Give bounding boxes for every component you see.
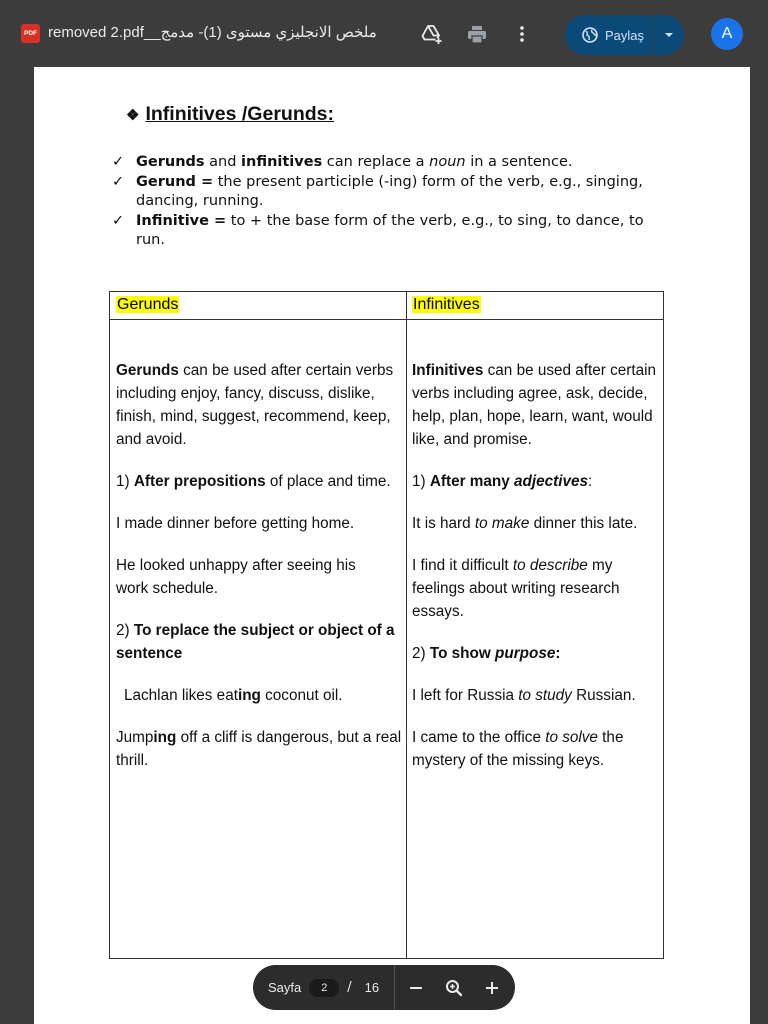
text-run: ing — [237, 687, 261, 704]
zoom-icon — [445, 979, 463, 997]
gerunds-example-1 — [116, 512, 404, 535]
header-gerunds-text: Gerunds — [117, 296, 179, 313]
zoom-in-button[interactable] — [477, 973, 507, 1003]
comparison-table — [109, 291, 664, 959]
pdf-file-icon: PDF — [21, 24, 40, 43]
text-run: Lachlan likes eat — [124, 687, 238, 704]
text-run: coconut oil. — [260, 687, 343, 704]
globe-icon — [582, 27, 598, 43]
checkmark-icon: ✓ — [112, 154, 125, 170]
page-navigator — [253, 965, 515, 1010]
caret-down-icon — [664, 32, 674, 38]
text-run: the mystery of the missing keys. — [412, 729, 624, 769]
text-run: noun — [429, 154, 466, 170]
bullet-text — [136, 212, 672, 251]
bullet-text — [136, 173, 672, 212]
text-run: It is hard — [412, 515, 475, 532]
infinitives-example-1 — [412, 512, 662, 535]
bullet-item — [112, 212, 672, 251]
bullet-item — [112, 153, 672, 173]
text-run: dinner this late. — [529, 515, 638, 532]
text-run: infinitives — [241, 154, 323, 170]
text-run: to describe — [512, 557, 588, 574]
gerunds-rule-1 — [116, 470, 404, 493]
bullet-list — [112, 153, 672, 251]
top-toolbar — [0, 0, 768, 67]
gerunds-example-2 — [116, 554, 386, 600]
add-to-drive-icon[interactable] — [418, 20, 446, 48]
page-heading — [126, 103, 334, 126]
text-run: Jump — [116, 729, 154, 746]
text-run: Gerund = — [136, 173, 214, 190]
page-separator: / — [347, 980, 352, 995]
infinitives-intro — [412, 359, 660, 451]
text-run: 2) — [412, 645, 430, 662]
text-run: Gerunds — [136, 154, 205, 170]
text-run: He looked unhappy after seeing his work schedule. — [116, 557, 356, 597]
zoom-out-button[interactable] — [401, 973, 431, 1003]
text-run: To replace the subject or object of a sentence — [116, 622, 395, 662]
share-dropdown[interactable] — [654, 15, 684, 55]
gerunds-example-3 — [124, 684, 404, 707]
page-number-input[interactable]: 2 — [309, 979, 339, 997]
header-gerunds — [116, 296, 179, 314]
infinitives-rule-2 — [412, 642, 660, 665]
text-run: the present participle (-ing) form of the verb, e.g., singing, dancing, running. — [136, 173, 643, 210]
text-run: Russian. — [571, 687, 636, 704]
zoom-reset-button[interactable] — [439, 973, 469, 1003]
text-run: of place and time. — [265, 473, 391, 490]
text-run: : — [555, 645, 561, 662]
page-label: Sayfa — [268, 980, 302, 995]
text-run: To show — [429, 645, 496, 662]
share-button[interactable] — [565, 15, 684, 55]
file-name: ملخص الانجليزي مستوى (1)- مدمج__removed 2.pdf — [48, 24, 377, 41]
text-run: and — [204, 154, 242, 170]
text-run: can be used after certain verbs including agree, ask, decide, help, plan, hope, learn, want, would like, and promise. — [412, 362, 657, 448]
text-run: to solve — [545, 729, 598, 746]
text-run: I came to the office — [412, 729, 546, 746]
pdf-page — [34, 67, 750, 1024]
text-run: off a cliff is dangerous, but a real thrill. — [116, 729, 402, 769]
more-options-icon[interactable] — [508, 20, 536, 48]
text-run: can be used after certain verbs including enjoy, fancy, discuss, dislike, finish, mind, suggest, recommend, keep, and avoid. — [116, 362, 394, 448]
share-main[interactable] — [565, 15, 653, 55]
text-run: Gerunds — [116, 362, 179, 379]
text-run: 1) — [116, 473, 134, 490]
header-divider — [110, 319, 663, 320]
text-run: 2) — [116, 622, 134, 639]
header-infinitives-text: Infinitives — [413, 296, 480, 313]
checkmark-icon: ✓ — [112, 173, 125, 190]
text-run: can replace a — [322, 154, 430, 170]
infinitives-example-2 — [412, 554, 648, 623]
text-run: in a sentence. — [465, 154, 573, 170]
text-run: to study — [518, 687, 572, 704]
text-run: : — [588, 473, 593, 490]
text-run: I left for Russia — [412, 687, 519, 704]
column-divider — [406, 292, 407, 958]
gerunds-rule-2 — [116, 619, 400, 665]
infinitives-rule-1 — [412, 470, 660, 493]
text-run: 1) — [412, 473, 430, 490]
text-run: ing — [153, 729, 177, 746]
text-run: purpose — [495, 645, 556, 662]
gerunds-example-4 — [116, 726, 404, 772]
total-pages: 16 — [364, 980, 380, 995]
bullet-text — [136, 153, 672, 173]
text-run: After prepositions — [133, 473, 266, 490]
minus-icon — [409, 981, 423, 995]
text-run: to make — [474, 515, 530, 532]
text-run: Infinitive = — [136, 212, 227, 229]
gerunds-intro — [116, 359, 404, 451]
heading-text: Infinitives /Gerunds: — [145, 103, 334, 125]
checkmark-icon: ✓ — [112, 212, 125, 229]
text-run: I made dinner before getting home. — [116, 515, 355, 532]
text-run: to + the base form of the verb, e.g., to sing, to dance, to run. — [136, 212, 644, 249]
text-run: adjectives — [514, 473, 588, 490]
infinitives-example-4 — [412, 726, 660, 772]
account-avatar[interactable]: A — [711, 18, 743, 50]
text-run: I find it difficult — [412, 557, 513, 574]
infinitives-example-3 — [412, 684, 660, 707]
text-run: Infinitives — [412, 362, 484, 379]
text-run: my feelings about writing research essays. — [412, 557, 620, 620]
pager-divider — [394, 965, 395, 1010]
header-infinitives — [412, 296, 481, 314]
print-icon[interactable] — [463, 20, 491, 48]
text-run: After many — [429, 473, 515, 490]
diamond-bullet-icon: ❖ — [126, 106, 140, 124]
bullet-item — [112, 173, 672, 212]
share-label: Paylaş — [605, 27, 645, 43]
plus-icon — [485, 981, 499, 995]
